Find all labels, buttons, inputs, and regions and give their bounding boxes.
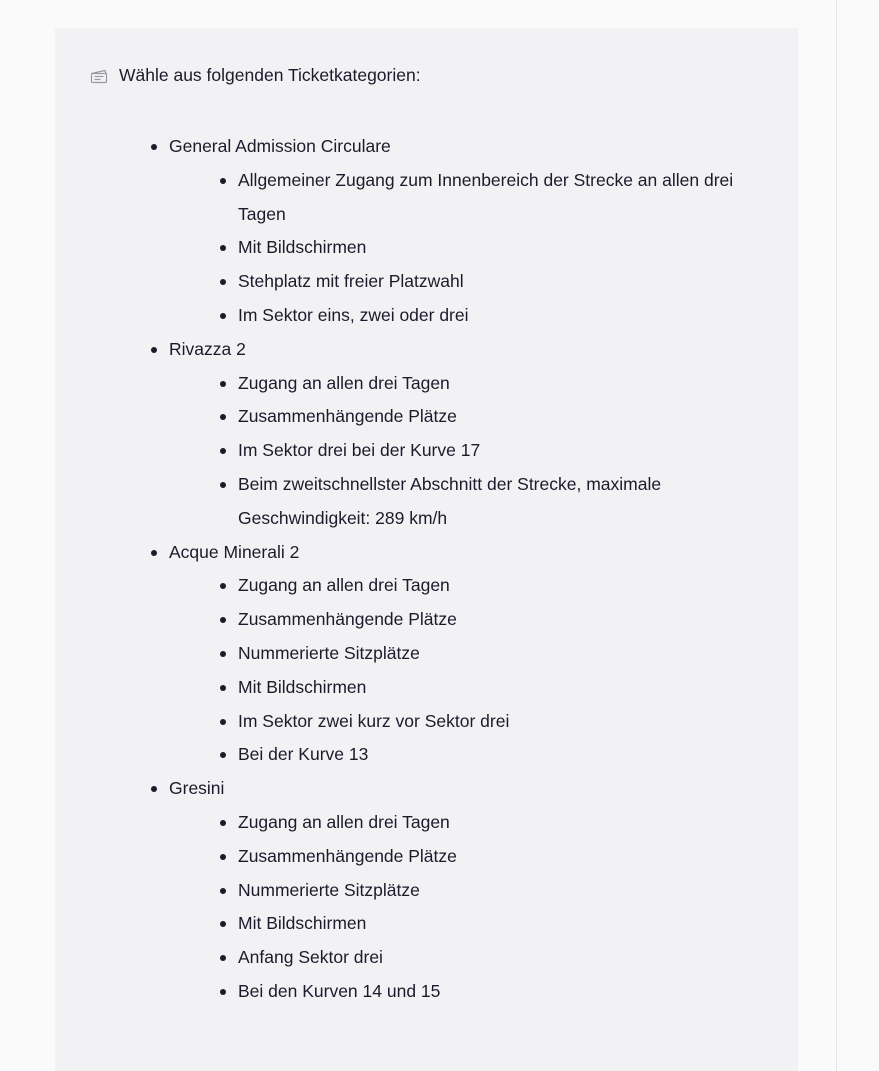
ticket-category-name: Acque Minerali 2 [169, 541, 300, 562]
ticket-category [150, 772, 773, 1009]
feature-item: Zusammenhängende Plätze [219, 603, 773, 637]
feature-item: Stehplatz mit freier Platzwahl [219, 265, 773, 299]
feature-item: Mit Bildschirmen [219, 907, 773, 941]
ticket-icon [89, 65, 109, 85]
right-divider [836, 0, 837, 1071]
ticket-category-name: General Admission Circulare [169, 136, 391, 156]
ticket-category [150, 333, 773, 536]
feature-list [169, 569, 773, 772]
feature-item: Anfang Sektor drei [219, 941, 773, 975]
feature-item: Im Sektor zwei kurz vor Sektor drei [219, 705, 773, 739]
feature-item: Zugang an allen drei Tagen [219, 367, 773, 401]
feature-item: Im Sektor drei bei der Kurve 17 [219, 434, 773, 468]
ticket-category [150, 536, 773, 773]
feature-item: Allgemeiner Zugang zum Innenbereich der Strecke an allen drei Tagen [219, 164, 773, 232]
ticket-info-panel [55, 28, 798, 1071]
feature-item: Bei der Kurve 13 [219, 738, 773, 772]
feature-item: Mit Bildschirmen [219, 671, 773, 705]
feature-item: Im Sektor eins, zwei oder drei [219, 299, 773, 333]
intro-line [89, 62, 421, 88]
feature-item: Mit Bildschirmen [219, 231, 773, 265]
feature-item: Beim zweitschnellster Abschnitt der Strecke, maximale Geschwindigkeit: 289 km/h [219, 468, 773, 536]
ticket-category [150, 130, 773, 333]
ticket-category-list [150, 130, 773, 1009]
feature-item: Bei den Kurven 14 und 15 [219, 975, 773, 1009]
feature-item: Zugang an allen drei Tagen [219, 569, 773, 603]
ticket-category-name: Rivazza 2 [169, 338, 246, 359]
feature-item: Zugang an allen drei Tagen [219, 806, 773, 840]
feature-item: Zusammenhängende Plätze [219, 400, 773, 434]
feature-item: Zusammenhängende Plätze [219, 840, 773, 874]
feature-list [169, 367, 773, 536]
ticket-category-name: Gresini [169, 778, 225, 799]
feature-list [169, 806, 773, 1009]
feature-list [169, 164, 773, 333]
feature-item: Nummerierte Sitzplätze [219, 637, 773, 671]
feature-item: Nummerierte Sitzplätze [219, 874, 773, 908]
intro-text: Wähle aus folgenden Ticketkategorien: [119, 65, 421, 85]
